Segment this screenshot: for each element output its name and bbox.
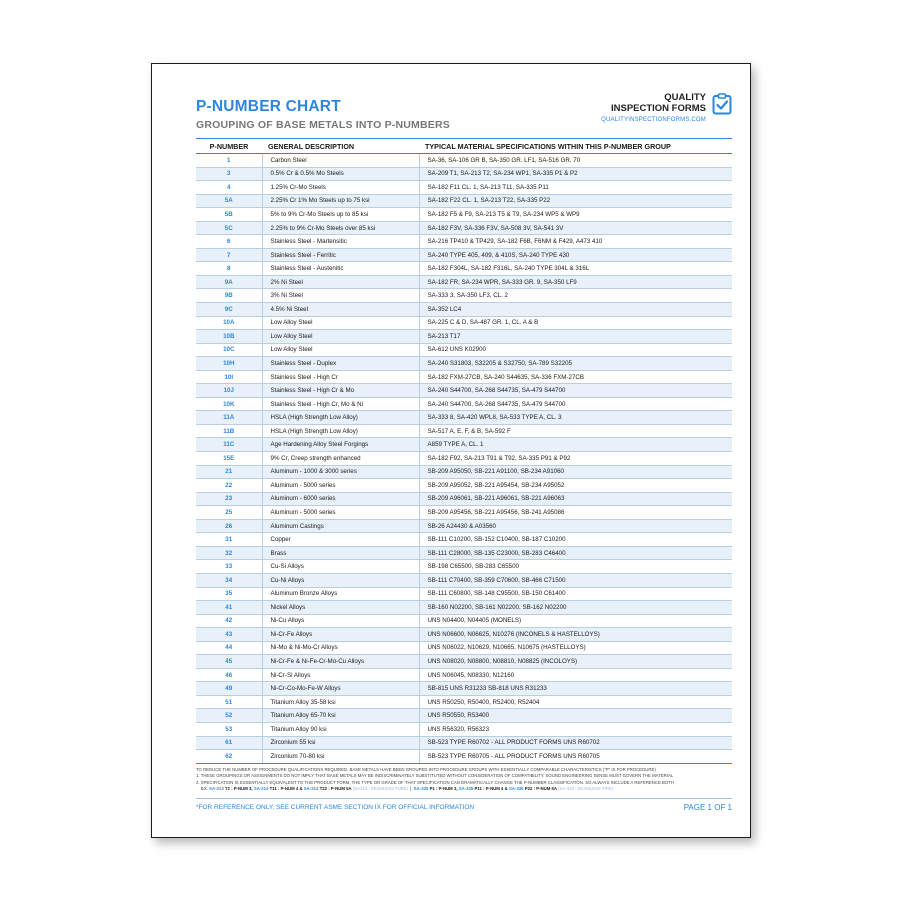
example-spec: SA-213 (303, 786, 319, 792)
specification-cell: SA-182 F92, SA-213 T91 & T92, SA-335 P91 & P92 (419, 452, 732, 466)
footer (196, 798, 732, 810)
description-cell: 2.25% to 9% Cr-Mo Steels over 85 ksi (262, 221, 419, 235)
table-row (196, 641, 732, 655)
specification-cell: SB-111 C70400, SB-359 C70600, SB-466 C71500 (419, 573, 732, 587)
table-row (196, 208, 732, 222)
table-row (196, 682, 732, 696)
p-number-cell: 32 (196, 546, 262, 560)
description-cell: Copper (262, 533, 419, 547)
p-number-cell: 43 (196, 628, 262, 642)
specification-cell: SB-160 N02200, SB-161 N02200, SB-162 N02200 (419, 601, 732, 615)
description-cell: HSLA (High Strength Low Alloy) (262, 411, 419, 425)
p-number-cell: 7 (196, 248, 262, 262)
table-row (196, 397, 732, 411)
table-row (196, 573, 732, 587)
description-cell: Brass (262, 546, 419, 560)
p-number-cell: 9A (196, 275, 262, 289)
table-row (196, 343, 732, 357)
p-number-cell: 41 (196, 601, 262, 615)
p-number-cell: 10A (196, 316, 262, 330)
specification-cell: SA-213 T17 (419, 330, 732, 344)
brand-name-line2: INSPECTION FORMS (610, 103, 706, 114)
description-cell: Age Hardening Alloy Steel Forgings (262, 438, 419, 452)
specification-cell: SA-182 F22 CL. 1, SA-213 T22, SA-335 P22 (419, 194, 732, 208)
specification-cell: SA-182 F5 & F9, SA-213 T5 & T9, SA-234 WP5 & WP9 (419, 208, 732, 222)
table-row (196, 181, 732, 195)
p-number-cell: 8 (196, 262, 262, 276)
specification-cell: SA-240 S31803, S32205 & S32750, SA-789 S32205 (419, 357, 732, 371)
description-cell: Ni-Mo & Ni-Mo-Cr Alloys (262, 641, 419, 655)
table-row (196, 154, 732, 168)
description-cell: 9% Cr, Creep strength enhanced (262, 452, 419, 466)
description-cell: Stainless Steel - Duplex (262, 357, 419, 371)
example-grade: T11 (269, 786, 277, 792)
example-spec: SA-213 (209, 786, 224, 792)
specification-cell: SB-198 C65500, SB-283 C65500 (419, 560, 732, 574)
specification-cell: UNS R50250, R50400, R52400, R52404 (419, 695, 732, 709)
table-row (196, 370, 732, 384)
p-number-cell: 42 (196, 614, 262, 628)
p-number-cell: 10K (196, 397, 262, 411)
p-number-cell: 10C (196, 343, 262, 357)
example-prefix: EX. (201, 786, 208, 792)
description-cell: Low Alloy Steel (262, 343, 419, 357)
description-cell: Low Alloy Steel (262, 330, 419, 344)
header (196, 92, 732, 138)
specification-cell: UNS N06022, N10629, N10665, N10675 (HASTELLOYS) (419, 641, 732, 655)
description-cell: Aluminum - 5000 series (262, 506, 419, 520)
example-grade: P11 (474, 786, 482, 792)
p-number-cell: 61 (196, 736, 262, 750)
description-cell: Aluminum - 1000 & 3000 series (262, 465, 419, 479)
description-cell: Zirconium 55 ksi (262, 736, 419, 750)
brand-url: QUALITYINSPECTIONFORMS.COM (601, 117, 706, 123)
description-cell: 5% to 9% Cr-Mo Steels up to 85 ksi (262, 208, 419, 222)
p-number-cell: 11C (196, 438, 262, 452)
specification-cell: SA-182 FXM-27CB, SA-240 S44635, SA-336 FXM-27CB (419, 370, 732, 384)
description-cell: Aluminum - 6000 series (262, 492, 419, 506)
table-row (196, 289, 732, 303)
table-row (196, 411, 732, 425)
example-note: (SA-335 : SEAMLESS PIPE) (558, 786, 614, 792)
p-number-cell: 34 (196, 573, 262, 587)
description-cell: HSLA (High Strength Low Alloy) (262, 424, 419, 438)
specification-cell: SA-612 UNS K02900 (419, 343, 732, 357)
p-number-cell: 25 (196, 506, 262, 520)
specification-cell: SB-111 C28000, SB-135 C23000, SB-283 C46400 (419, 546, 732, 560)
description-cell: Aluminum Castings (262, 519, 419, 533)
specification-cell: SB-523 TYPE R60702 - ALL PRODUCT FORMS UNS R60702 (419, 736, 732, 750)
description-cell: 1.25% Cr-Mo Steels (262, 181, 419, 195)
example-grade: P22 (524, 786, 533, 792)
specification-cell: SA-209 T1, SA-213 T2, SA-234 WP1, SA-335 P1 & P2 (419, 167, 732, 181)
column-header-description: GENERAL DESCRIPTION (262, 139, 419, 154)
table-row (196, 438, 732, 452)
specification-cell: SA-182 FR, SA-234 WPR, SA-333 GR. 9, SA-350 LF9 (419, 275, 732, 289)
example-spec: SA-335 (508, 786, 524, 792)
specification-cell: UNS N06045, N08330, N12160 (419, 668, 732, 682)
table-row (196, 235, 732, 249)
table-row (196, 452, 732, 466)
note-2: 2. SPECIFICATION IS ESSENTIALLY EQUIVALENT TO THE PRODUCT FORM, THE TYPE OR GRADE OF THAT SPECIFICATION CAN DRAMATICALLY CHANGE THE P-NUMBER CLASSIFICATION. SO ALWAYS INCLUDE A REFERENCE BOTH (196, 779, 674, 785)
specification-cell: SA-517 A, E, F, & B, SA-592 F (419, 424, 732, 438)
table-row (196, 722, 732, 736)
p-number-cell: 1 (196, 154, 262, 168)
table-row (196, 221, 732, 235)
table-body (196, 154, 732, 764)
example-note: (SA213 : SEAMLESS TUBE) (352, 786, 408, 792)
example-spec: SA-335 (458, 786, 474, 792)
page-subtitle: GROUPING OF BASE METALS INTO P-NUMBERS (196, 119, 450, 131)
p-number-cell: 5A (196, 194, 262, 208)
table-row (196, 736, 732, 750)
table-row (196, 655, 732, 669)
page-title: P-NUMBER CHART (196, 98, 341, 115)
footer-disclaimer: *FOR REFERENCE ONLY, SEE CURRENT ASME SECTION IX FOR OFFICIAL INFORMATION (196, 804, 475, 811)
table-row (196, 275, 732, 289)
brand-name-line1: QUALITY (664, 92, 706, 103)
table-row (196, 167, 732, 181)
p-number-cell: 46 (196, 668, 262, 682)
p-number-cell: 26 (196, 519, 262, 533)
example-pnum: : P-NUM 3, (436, 786, 458, 792)
description-cell: Ni-Cr-Si Alloys (262, 668, 419, 682)
table-row (196, 248, 732, 262)
table-row (196, 560, 732, 574)
description-cell: Ni-Cr-Fe Alloys (262, 628, 419, 642)
specification-cell: SA-352 LC4 (419, 303, 732, 317)
specification-cell: SB-111 C10200, SB-152 C10400, SB-187 C10200 (419, 533, 732, 547)
example-grade: P1 (429, 786, 435, 792)
table-row (196, 533, 732, 547)
p-number-cell: 15E (196, 452, 262, 466)
p-number-cell: 10H (196, 357, 262, 371)
specification-cell: UNS N04400, N04405 (MONELS) (419, 614, 732, 628)
example-spec: SA-335 (413, 786, 429, 792)
notes (196, 767, 732, 793)
table-row (196, 330, 732, 344)
p-number-cell: 35 (196, 587, 262, 601)
table-row (196, 614, 732, 628)
example-pnum: : P-NUM 3, (231, 786, 253, 792)
note-example (196, 786, 732, 793)
description-cell: 0.5% Cr & 0.5% Mo Steels (262, 167, 419, 181)
description-cell: Cu-Si Alloys (262, 560, 419, 574)
table-row (196, 506, 732, 520)
p-number-cell: 5B (196, 208, 262, 222)
table-row (196, 303, 732, 317)
brand-logo (592, 92, 732, 128)
description-cell: Aluminum - 5000 series (262, 479, 419, 493)
specification-cell: SB-209 A96061, SB-221 A96061, SB-221 A96063 (419, 492, 732, 506)
table-row (196, 601, 732, 615)
description-cell: Nickel Alloys (262, 601, 419, 615)
specification-cell: SA-182 F3V, SA-336 F3V, SA-508 3V, SA-541 3V (419, 221, 732, 235)
description-cell: Ni-Cu Alloys (262, 614, 419, 628)
description-cell: 2.25% Cr 1% Mo Steels up to 75 ksi (262, 194, 419, 208)
specification-cell: UNS R56320, R56323 (419, 722, 732, 736)
example-pnum: : P-NUM 5A (328, 786, 352, 792)
example-pnum: : P-NUM 4 & (278, 786, 303, 792)
p-number-cell: 4 (196, 181, 262, 195)
specification-cell: SB-209 A95050, SB-221 A91100, SB-234 A91060 (419, 465, 732, 479)
p-number-cell: 9B (196, 289, 262, 303)
description-cell: Titanium Alloy 65-70 ksi (262, 709, 419, 723)
notes-intro: TO REDUCE THE NUMBER OF PROCEDURE QUALIFICATIONS REQUIRED, BASE METALS HAVE BEEN GROUPED INTO PROCEDURE GROUPS WITH ESSENTIALLY COMPARABLE CHARACTERISTICS ("P" IS FOR PROCEDURE) (196, 766, 656, 772)
table-row (196, 750, 732, 764)
page-content (196, 92, 732, 812)
specification-cell: SA-240 S44700, SA-268 S44735, SA-479 S44700 (419, 397, 732, 411)
table-row (196, 262, 732, 276)
specification-cell: SB-209 A95052, SB-221 A95454, SB-234 A95052 (419, 479, 732, 493)
table-row (196, 587, 732, 601)
example-pnum: : P-NUM 5A (533, 786, 557, 792)
example-spec: SA-213 (253, 786, 269, 792)
column-header-specifications: TYPICAL MATERIAL SPECIFICATIONS WITHIN THIS P-NUMBER GROUP (419, 139, 732, 154)
p-number-cell: 44 (196, 641, 262, 655)
p-number-cell: 9C (196, 303, 262, 317)
p-number-cell: 10B (196, 330, 262, 344)
p-number-cell: 33 (196, 560, 262, 574)
example-grade: T22 (319, 786, 327, 792)
table-row (196, 357, 732, 371)
description-cell: 2% Ni Steel (262, 275, 419, 289)
p-number-table (196, 138, 732, 764)
specification-cell: SA-182 F304L, SA-182 F316L, SA-240 TYPE 304L & 316L (419, 262, 732, 276)
specification-cell: SB-26 A24430 & A03560 (419, 519, 732, 533)
specification-cell: SA-182 F11 CL. 1, SA-213 T11, SA-335 P11 (419, 181, 732, 195)
table-row (196, 546, 732, 560)
table-row (196, 628, 732, 642)
p-number-cell: 49 (196, 682, 262, 696)
specification-cell: SA-240 TYPE 405, 409, & 410S, SA-240 TYPE 430 (419, 248, 732, 262)
description-cell: Ni-Cr-Fe & Ni-Fe-Cr-Mo-Cu Alloys (262, 655, 419, 669)
p-number-cell: 62 (196, 750, 262, 764)
description-cell: Stainless Steel - High Cr, Mo & Ni (262, 397, 419, 411)
p-number-cell: 51 (196, 695, 262, 709)
table-row (196, 695, 732, 709)
description-cell: 3% Ni Steel (262, 289, 419, 303)
example-pnum: : P-NUM 4 & (483, 786, 508, 792)
specification-cell: UNS R50550, R53400 (419, 709, 732, 723)
p-number-cell: 11A (196, 411, 262, 425)
example-separator: | (410, 786, 412, 792)
p-number-cell: 10I (196, 370, 262, 384)
document-page (151, 63, 751, 838)
description-cell: Stainless Steel - Austenitic (262, 262, 419, 276)
p-number-cell: 11B (196, 424, 262, 438)
checklist-clipboard-icon (712, 93, 732, 115)
description-cell: Titanium Alloy 35-58 ksi (262, 695, 419, 709)
description-cell: Stainless Steel - Ferritic (262, 248, 419, 262)
description-cell: Cu-Ni Alloys (262, 573, 419, 587)
specification-cell: SB-523 TYPE R60705 - ALL PRODUCT FORMS UNS R60705 (419, 750, 732, 764)
table-row (196, 384, 732, 398)
description-cell: Stainless Steel - Martensitic (262, 235, 419, 249)
table-row (196, 194, 732, 208)
table-row (196, 479, 732, 493)
p-number-cell: 22 (196, 479, 262, 493)
p-number-cell: 21 (196, 465, 262, 479)
table-row (196, 424, 732, 438)
description-cell: Carbon Steel (262, 154, 419, 168)
p-number-cell: 10J (196, 384, 262, 398)
specification-cell: SA-216 TP410 & TP429, SA-182 F6B, F6NM & F429, A473 410 (419, 235, 732, 249)
specification-cell: UNS N06600, N06625, N10276 (INCONELS & HASTELLOYS) (419, 628, 732, 642)
p-number-cell: 45 (196, 655, 262, 669)
p-number-cell: 23 (196, 492, 262, 506)
p-number-cell: 5C (196, 221, 262, 235)
note-1: 1. THESE GROUPINGS OR ASSIGNMENTS DO NOT IMPLY THAT BASE METALS MAY BE INDISCRIMINATELY SUBSTITUTED WITHOUT CONSIDERATION OF COMPATIBILITY. SOUND ENGINEERING SENSE MUST GOVERN THE MATERIAL (196, 773, 674, 779)
table-row (196, 709, 732, 723)
p-number-cell: 52 (196, 709, 262, 723)
description-cell: Stainless Steel - High Cr (262, 370, 419, 384)
description-cell: Zirconium 70-80 ksi (262, 750, 419, 764)
description-cell: Aluminum Bronze Alloys (262, 587, 419, 601)
description-cell: Ni-Cr-Co-Mo-Fe-W Alloys (262, 682, 419, 696)
p-number-cell: 3 (196, 167, 262, 181)
table-row (196, 465, 732, 479)
specification-cell: SA-225 C & D, SA-487 GR. 1, CL. A & B (419, 316, 732, 330)
specification-cell: A859 TYPE A, CL. 1 (419, 438, 732, 452)
table-row (196, 668, 732, 682)
p-number-cell: 6 (196, 235, 262, 249)
table-row (196, 316, 732, 330)
example-grade: T2 (224, 786, 230, 792)
specification-cell: SA-36, SA-106 GR B, SA-350 GR. LF1, SA-516 GR. 70 (419, 154, 732, 168)
specification-cell: SA-240 S44700, SA-268 S44735, SA-479 S44700 (419, 384, 732, 398)
description-cell: Low Alloy Steel (262, 316, 419, 330)
specification-cell: SA-333 8, SA-420 WPL8, SA-533 TYPE A, CL. 3 (419, 411, 732, 425)
specification-cell: SB-111 C60800, SB-148 C95500, SB-150 C61400 (419, 587, 732, 601)
specification-cell: SB-815 UNS R31233 SB-818 UNS R31233 (419, 682, 732, 696)
table-row (196, 492, 732, 506)
page-number: PAGE 1 OF 1 (683, 803, 732, 812)
description-cell: Stainless Steel - High Cr & Mo (262, 384, 419, 398)
description-cell: Titanium Alloy 90 ksi (262, 722, 419, 736)
specification-cell: UNS N08020, N08800, N08810, N08825 (INCOLOYS) (419, 655, 732, 669)
p-number-cell: 53 (196, 722, 262, 736)
p-number-cell: 31 (196, 533, 262, 547)
table-header-row (196, 139, 732, 154)
description-cell: 4.5% Ni Steel (262, 303, 419, 317)
specification-cell: SA-333 3, SA-350 LF3, CL. 2 (419, 289, 732, 303)
column-header-p-number: P-NUMBER (196, 139, 262, 154)
specification-cell: SB-209 A95456, SB-221 A95456, SB-241 A95086 (419, 506, 732, 520)
table-row (196, 519, 732, 533)
